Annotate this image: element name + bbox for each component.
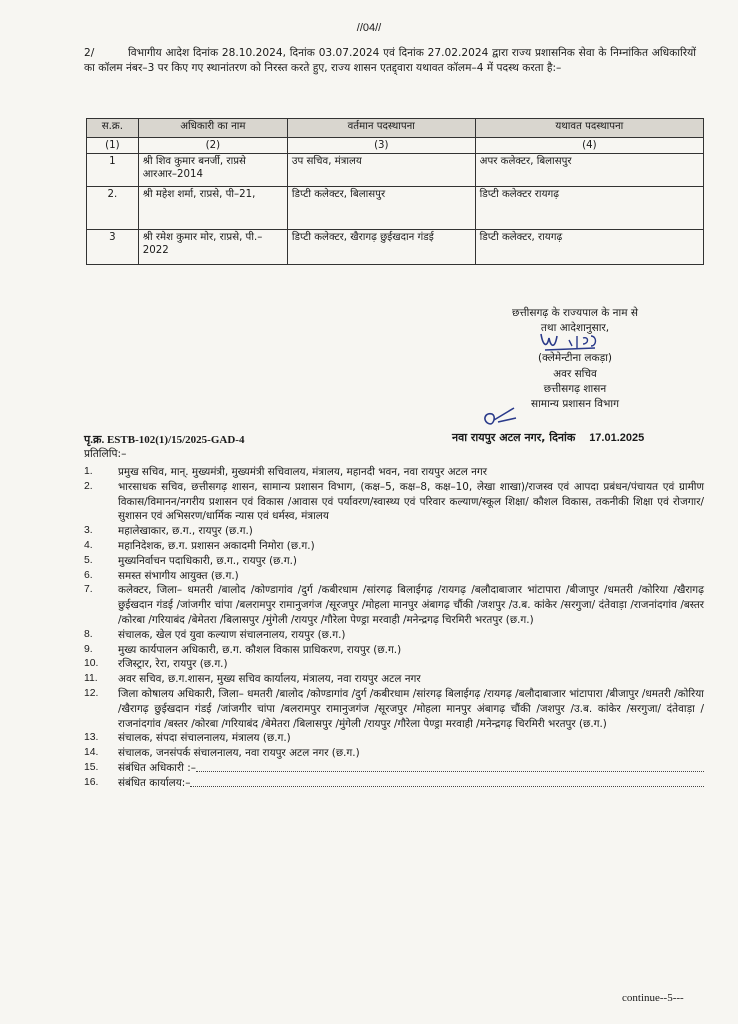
item-text: कलेक्टर, जिला– धमतरी /बालोद /कोण्डागांव /दुर्ग /कबीरधाम /सांरगढ़ बिलाईगढ़ /रायगढ़ /बलौदाबाजार भांटापारा /बीजापुर /धमतरी /कोरिया /खैरागढ़ छुईखदान गंडई /जांजगीर चांपा /बलरामपुर रामानुजगंज /सूरजपुर /मोहला मानपुर अंबागढ़ चौंकी /जशपुर /उ.ब. कांकेर /सरगुजा/ दंतेवाड़ा /राजनांदगांव /बस्तर /कोरबा /गरियाबंद /बेमेतरा /बिलासपुर /मुंगेली /रायपुर /गौरेला पेण्ड्रा मरवाही /मनेन्द्रगढ़ चिरमिरी भरतपुर (छ.ग.) bbox=[118, 584, 704, 626]
item-text: संचालक, जनसंपर्क संचालनालय, नवा रायपुर अटल नगर (छ.ग.) bbox=[118, 747, 360, 760]
item-text: मुख्यनिर्वाचन पदाधिकारी, छ.ग., रायपुर (छ.ग.) bbox=[118, 554, 297, 567]
reference-place-date bbox=[452, 430, 644, 445]
list-item bbox=[84, 583, 704, 627]
list-item bbox=[84, 480, 704, 524]
list-item bbox=[84, 643, 704, 658]
cell-serial: 2. bbox=[87, 187, 139, 230]
item-text: अवर सचिव, छ.ग.शासन, मुख्य सचिव कार्यालय, मंत्रालय, नवा रायपुर अटल नगर bbox=[118, 673, 421, 686]
list-item bbox=[84, 731, 704, 746]
paragraph-number: 2/ bbox=[84, 47, 95, 59]
item-number: 3. bbox=[84, 525, 93, 537]
cell-retained-posting: अपर कलेक्टर, बिलासपुर bbox=[475, 154, 703, 187]
page-number: //04// bbox=[356, 22, 382, 34]
header-retained-posting: यथावत पदस्थापना bbox=[475, 119, 703, 138]
transfer-table bbox=[86, 118, 704, 265]
cell-officer-name: श्री महेश शर्मा, राप्रसे, पी–21, bbox=[138, 187, 287, 230]
initials-signature-icon bbox=[480, 404, 520, 430]
item-number: 9. bbox=[84, 643, 93, 655]
item-text: संबंधित कार्यालय:– bbox=[118, 776, 191, 789]
list-item bbox=[84, 746, 704, 761]
item-number: 7. bbox=[84, 584, 93, 596]
item-text: जिला कोषालय अधिकारी, जिला– धमतरी /बालोद /कोण्डागांव /दुर्ग /कबीरधाम /सांरगढ़ बिलाईगढ़ /रायगढ़ /बलौदाबाजार भांटापारा /बीजापुर /धमतरी /कोरिया /खैरागढ़ छुईखदान गंडई /जांजगीर चांपा /बलरामपुर रामानुजगंज /सूरजपुर /मोहला मानपुर अंबागढ़ चौंकी /जशपुर /उ.ब. कांकेर /सरगुजा/ दंतेवाड़ा /राजनांदगांव /बस्तर /कोरबा /गरियाबंद /बेमेतरा /बिलासपुर /मुंगेली /रायपुर /गौरेला पेण्ड्रा मरवाही /मनेन्द्रगढ़ चिरमिरी भरतपुर (छ.ग.) bbox=[118, 687, 704, 730]
table-row bbox=[87, 187, 704, 230]
item-number: 16. bbox=[84, 776, 99, 788]
list-item bbox=[84, 761, 704, 776]
handwritten-signature-icon bbox=[535, 328, 625, 354]
paragraph-text: विभागीय आदेश दिनांक 28.10.2024, दिनांक 03.07.2024 एवं दिनांक 27.02.2024 द्वारा राज्य प्रशासनिक सेवा के निम्नांकित अधिकारियों का कॉलम नंबर–3 पर किए गए स्थानांतरण को निरस्त करते हुए, राज्य शासन एतद्द्वारा यथावत कॉलम–4 में पदस्थ करता है:– bbox=[84, 47, 696, 74]
table-column-number-row bbox=[87, 138, 704, 154]
item-number: 1. bbox=[84, 466, 93, 477]
place-date-label: नवा रायपुर अटल नगर, दिनांक bbox=[452, 431, 576, 444]
column-number: (2) bbox=[138, 138, 287, 154]
column-number: (3) bbox=[287, 138, 475, 154]
item-text: रजिस्ट्रार, रेरा, रायपुर (छ.ग.) bbox=[118, 658, 228, 671]
copy-list bbox=[84, 465, 704, 791]
item-text: मुख्य कार्यपालन अधिकारी, छ.ग. कौशल विकास प्राधिकरण, रायपुर (छ.ग.) bbox=[118, 643, 402, 656]
header-officer-name: अधिकारी का नाम bbox=[138, 119, 287, 138]
list-item bbox=[84, 465, 704, 480]
item-text: संचालक, संपदा संचालनालय, मंत्रालय (छ.ग.) bbox=[118, 732, 291, 745]
item-number: 13. bbox=[84, 732, 99, 744]
cell-retained-posting: डिप्टी कलेक्टर रायगढ़ bbox=[475, 187, 703, 230]
signatory-department: सामान्य प्रशासन विभाग bbox=[530, 398, 619, 411]
signature-line-order: तथा आदेशानुसार, bbox=[540, 322, 610, 335]
signature-line-governor: छत्तीसगढ़ के राज्यपाल के नाम से bbox=[512, 307, 638, 319]
cell-current-posting: डिप्टी कलेक्टर, खैरागढ़ छुईखदान गंडई bbox=[287, 230, 475, 265]
table-header-row bbox=[87, 119, 704, 138]
column-number: (1) bbox=[87, 138, 139, 154]
list-item bbox=[84, 569, 704, 584]
item-number: 5. bbox=[84, 554, 93, 566]
list-item bbox=[84, 776, 704, 791]
continue-label: continue--5--- bbox=[622, 992, 684, 1004]
list-item bbox=[84, 628, 704, 643]
dotted-fill-line bbox=[190, 776, 704, 787]
table-row bbox=[87, 154, 704, 187]
copy-to-label: प्रतिलिपि:– bbox=[84, 448, 127, 460]
item-number: 2. bbox=[84, 480, 93, 492]
header-serial: स.क्र. bbox=[87, 119, 139, 138]
signatory-name: (क्लेमेन्टीना लकड़ा) bbox=[537, 352, 613, 365]
item-text: संबंधित अधिकारी :– bbox=[118, 761, 196, 774]
cell-serial: 1 bbox=[87, 154, 139, 187]
cell-serial: 3 bbox=[87, 230, 139, 265]
item-text: महानिदेशक, छ.ग. प्रशासन अकादमी निमोरा (छ.ग.) bbox=[118, 539, 315, 552]
signatory-government: छत्तीसगढ़ शासन bbox=[543, 382, 607, 395]
item-number: 12. bbox=[84, 687, 99, 699]
item-number: 10. bbox=[84, 658, 99, 670]
table-row bbox=[87, 230, 704, 265]
list-item bbox=[84, 539, 704, 554]
order-paragraph bbox=[84, 46, 696, 75]
item-text: प्रमुख सचिव, मान्. मुख्यमंत्री, मुख्यमंत्री सचिवालय, मंत्रालय, महानदी भवन, नवा रायपुर अटल नगर bbox=[118, 466, 488, 478]
item-number: 4. bbox=[84, 539, 93, 551]
cell-retained-posting: डिप्टी कलेक्टर, रायगढ़ bbox=[475, 230, 703, 265]
issue-date: 17.01.2025 bbox=[589, 432, 645, 444]
reference-number: पृ.क्र. ESTB-102(1)/15/2025-GAD-4 bbox=[84, 434, 245, 446]
list-item bbox=[84, 554, 704, 569]
item-text: महालेखाकार, छ.ग., रायपुर (छ.ग.) bbox=[118, 525, 253, 538]
cell-officer-name: श्री रमेश कुमार मोर, राप्रसे, पी.–2022 bbox=[138, 230, 287, 265]
item-number: 6. bbox=[84, 569, 93, 581]
dotted-fill-line bbox=[196, 761, 704, 772]
item-number: 15. bbox=[84, 761, 99, 773]
list-item bbox=[84, 687, 704, 731]
list-item bbox=[84, 672, 704, 687]
item-number: 8. bbox=[84, 628, 93, 640]
list-item bbox=[84, 524, 704, 539]
item-text: भारसाधक सचिव, छत्तीसगढ़ शासन, सामान्य प्रशासन विभाग, (कक्ष–5, कक्ष–8, कक्ष–10, लेखा शाखा)/राजस्व एवं आपदा प्रबंधन/पंचायत एवं ग्रामीण विकास/विमानन/नगरीय प्रशासन एवं विकास /आवास एवं पर्यावरण/स्वास्थ्य एवं परिवार कल्याण/स्कूल शिक्षा/ कौशल विकास, तकनीकी शिक्षा एवं रोजगार/सुशासन एवं अभिसरण/धार्मिक न्यास एवं धर्मस्व, मंत्रालय bbox=[118, 480, 704, 523]
item-text: समस्त संभागीय आयुक्त (छ.ग.) bbox=[118, 569, 239, 582]
signature-block bbox=[440, 306, 710, 412]
item-number: 14. bbox=[84, 747, 99, 759]
list-item bbox=[84, 657, 704, 672]
item-text: संचालक, खेल एवं युवा कल्याण संचालनालय, रायपुर (छ.ग.) bbox=[118, 628, 346, 641]
item-number: 11. bbox=[84, 673, 98, 685]
header-current-posting: वर्तमान पदस्थापना bbox=[287, 119, 475, 138]
cell-current-posting: डिप्टी कलेक्टर, बिलासपुर bbox=[287, 187, 475, 230]
signatory-designation: अवर सचिव bbox=[553, 367, 597, 380]
column-number: (4) bbox=[475, 138, 703, 154]
cell-current-posting: उप सचिव, मंत्रालय bbox=[287, 154, 475, 187]
cell-officer-name: श्री शिव कुमार बनर्जी, राप्रसे आरआर–2014 bbox=[138, 154, 287, 187]
